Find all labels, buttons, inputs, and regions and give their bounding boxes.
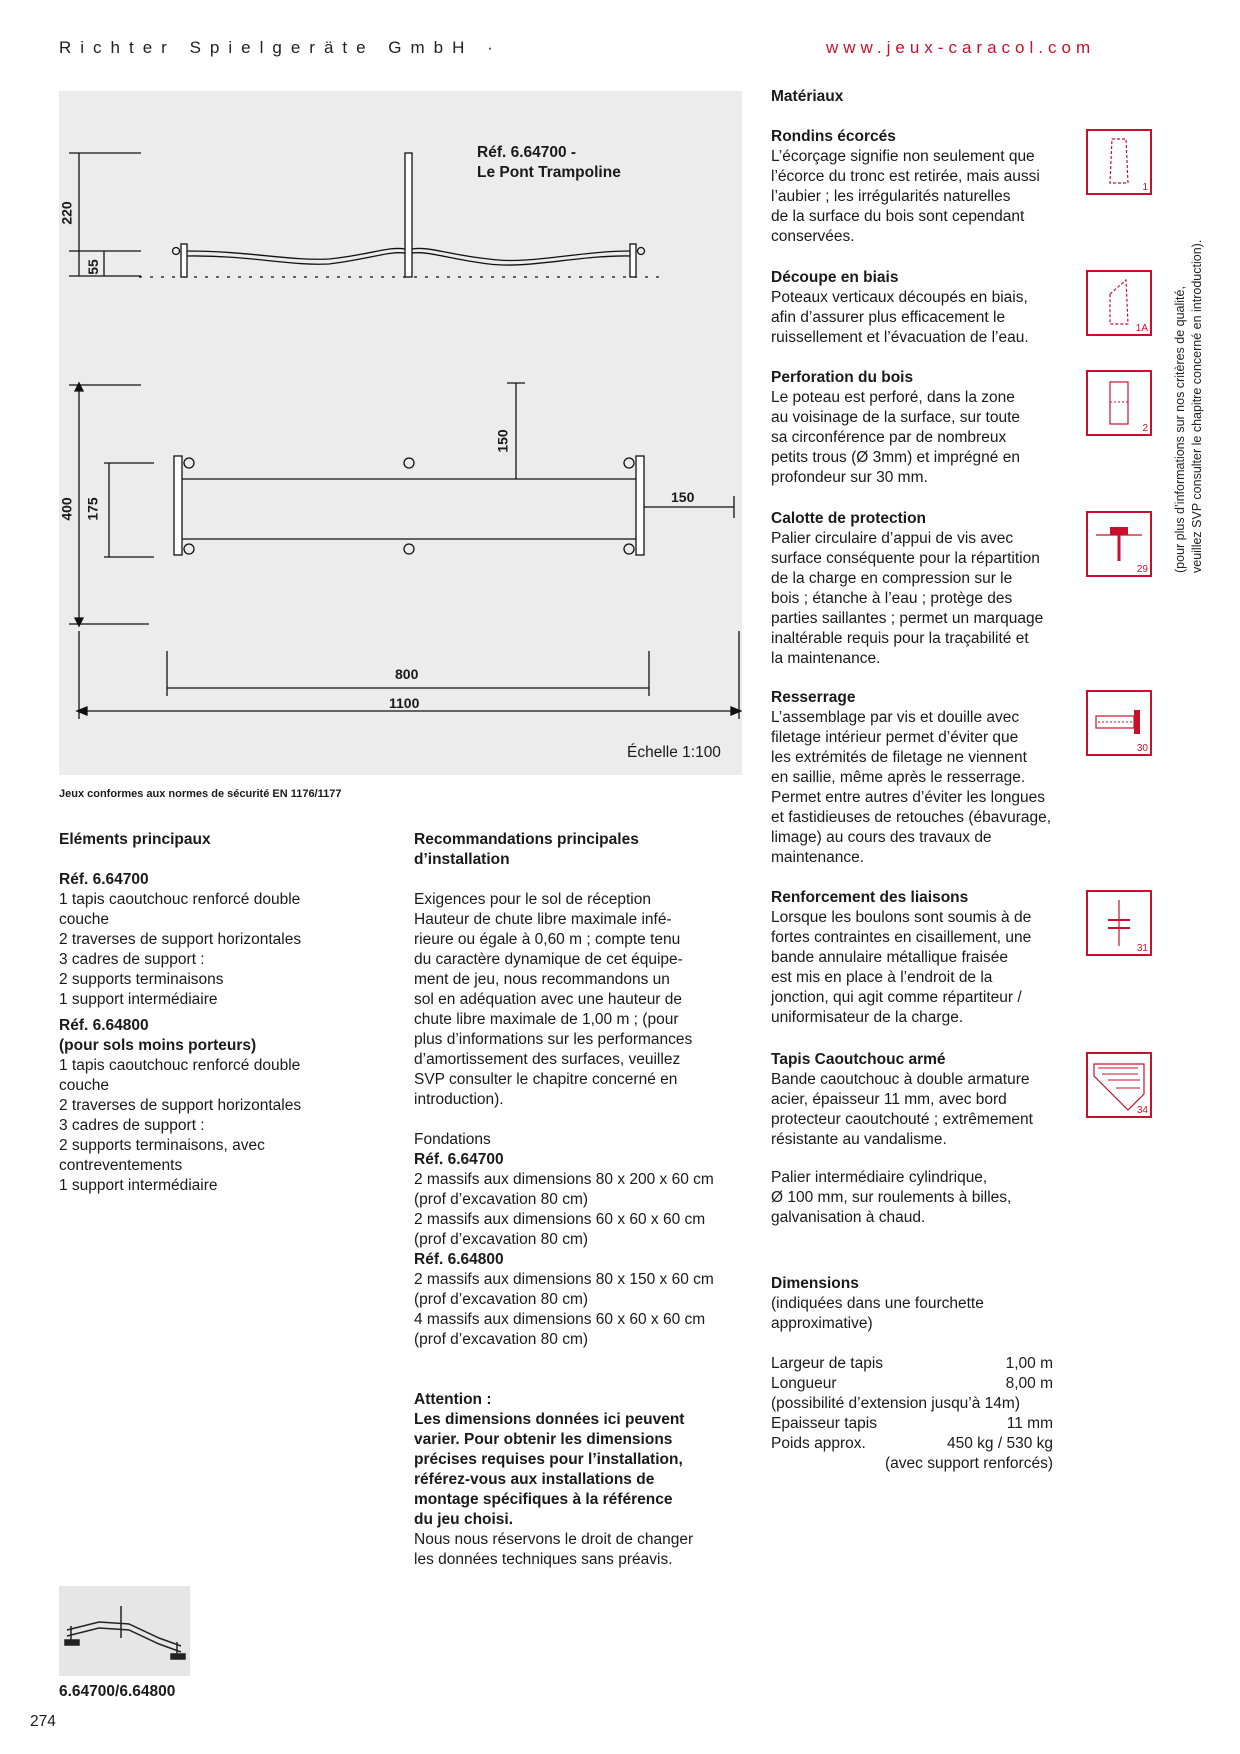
material-item	[771, 368, 1091, 488]
dimension-value: 8,00 m	[1005, 1375, 1053, 1392]
install-ref2: Réf. 6.64800	[414, 1251, 504, 1268]
dimensions-title: Dimensions	[771, 1275, 859, 1292]
dimension-row	[771, 1414, 1053, 1434]
bridge-thumbnail-icon	[59, 1586, 190, 1676]
drawing-scale: Échelle 1:100	[627, 744, 721, 761]
material-num: 29	[1136, 564, 1148, 575]
material-text: Palier circulaire d’appui de vis avec surface conséquente pour la répartition de la charge en compression sur le bois ; étanche à l’eau ; protège des parties saillantes ; permet un marquage inaltérable requis pour la traçabilité et la maintenance.	[771, 530, 1044, 667]
material-text: Le poteau est perforé, dans la zone au voisinage de la surface, sur toute sa circonférence par de nombreux petits trous (Ø 3mm) et imprégné en profondeur sur 30 mm.	[771, 389, 1021, 486]
material-icon-2	[1086, 370, 1152, 436]
install-title: Recommandations principales d’installation	[414, 831, 639, 868]
drawing-ref-line2: Le Pont Trampoline	[477, 164, 621, 181]
install-text: Exigences pour le sol de réception Hauteur de chute libre maximale infé- rieure ou égale à 0,60 m ; compte tenu du caractère dynamique de cet équipe- ment de jeu, nous recommandons un sol en adéquation avec une hauteur de chute libre maximale de 1,00 m ; (pour plus d’informations sur les performances d’amortissement des surfaces, veuillez SVP consulter le chapitre concerné en introduction).	[414, 891, 693, 1108]
material-item	[771, 127, 1091, 247]
material-title: Perforation du bois	[771, 369, 914, 386]
dimension-value: 1,00 m	[1005, 1355, 1053, 1372]
dimension-label: Epaisseur tapis	[771, 1415, 877, 1432]
dim-800: 800	[395, 666, 419, 682]
elements-ref1-items: 1 tapis caoutchouc renforcé double couche 2 traverses de support horizontales 3 cadres de support : 2 supports terminaisons 1 support intermédiaire	[59, 891, 302, 1008]
elements-ref2-sub: (pour sols moins porteurs)	[59, 1037, 257, 1054]
norms-note: Jeux conformes aux normes de sécurité EN 1176/1177	[59, 788, 342, 800]
debarked-log-icon	[1088, 131, 1150, 193]
technical-drawing	[59, 91, 742, 775]
material-num: 30	[1136, 743, 1148, 754]
material-text: Poteaux verticaux découpés en biais, afin d’assurer plus efficacement le ruissellement et l’évacuation de l’eau.	[771, 289, 1029, 346]
dimension-note: (avec support renforcés)	[885, 1455, 1053, 1472]
attention-text: Nous nous réservons le droit de changer les données techniques sans préavis.	[414, 1531, 694, 1568]
material-num: 2	[1142, 423, 1148, 434]
dim-150-horizontal: 150	[671, 489, 695, 505]
website-url[interactable]: www.jeux-caracol.com	[826, 38, 1096, 57]
dimensions-subtitle: (indiquées dans une fourchette approximative)	[771, 1295, 984, 1332]
material-item	[771, 509, 1091, 669]
page-number: 274	[30, 1713, 56, 1730]
material-icon-34	[1086, 1052, 1152, 1118]
drawing-ref-line1: Réf. 6.64700 -	[477, 144, 577, 161]
material-num: 1	[1142, 182, 1148, 193]
side-note	[1172, 240, 1206, 573]
material-icon-1a	[1086, 270, 1152, 336]
dimensions-section	[771, 1274, 1051, 1474]
dim-400: 400	[58, 497, 75, 521]
material-icon-1	[1086, 129, 1152, 195]
install-ref1: Réf. 6.64700	[414, 1151, 504, 1168]
material-text: L’écorçage signifie non seulement que l’écorce du tronc est retirée, mais aussi l’aubier ; les irrégularités naturelles de la surface du bois sont cependant conservées.	[771, 148, 1040, 245]
elements-ref1: Réf. 6.64700	[59, 871, 149, 888]
material-icon-31	[1086, 890, 1152, 956]
dimension-row	[771, 1434, 1053, 1454]
bearing-note: Palier intermédiaire cylindrique, Ø 100 mm, sur roulements à billes, galvanisation à chaud.	[771, 1169, 1012, 1226]
elements-ref2-items: 1 tapis caoutchouc renforcé double couche 2 traverses de support horizontales 3 cadres de support : 2 supports terminaisons, avec contreventements 1 support intermédiaire	[59, 1057, 302, 1194]
material-title: Rondins écorcés	[771, 128, 896, 145]
dimension-label: Longueur	[771, 1375, 837, 1392]
elements-title: Eléments principaux	[59, 831, 211, 848]
material-icon-29	[1086, 511, 1152, 577]
dim-220: 220	[58, 201, 75, 225]
elements-ref2: Réf. 6.64800	[59, 1017, 149, 1034]
dimension-row	[771, 1354, 1053, 1374]
material-title: Renforcement des liaisons	[771, 889, 969, 906]
install-ref2-text: 2 massifs aux dimensions 80 x 150 x 60 cm (prof d’excavation 80 cm) 4 massifs aux dimensions 60 x 60 x 60 cm (prof d’excavation 80 cm)	[414, 1271, 714, 1348]
dimension-value: 11 mm	[1006, 1415, 1053, 1432]
material-title: Tapis Caoutchouc armé	[771, 1051, 946, 1068]
dimension-label: Largeur de tapis	[771, 1355, 884, 1372]
material-title: Découpe en biais	[771, 269, 899, 286]
dimension-extension: (possibilité d’extension jusqu’à 14m)	[771, 1395, 1020, 1412]
material-item	[771, 888, 1091, 1028]
install-fondations: Fondations	[414, 1131, 491, 1148]
installation-section	[414, 830, 744, 1570]
dim-175: 175	[84, 497, 101, 521]
material-num: 31	[1136, 943, 1148, 954]
dimension-row	[771, 1374, 1053, 1394]
dim-55: 55	[84, 259, 101, 275]
material-title: Calotte de protection	[771, 510, 927, 527]
material-item	[771, 688, 1091, 868]
product-thumbnail	[59, 1586, 190, 1676]
dimension-value: 450 kg / 530 kg	[947, 1435, 1053, 1452]
install-ref1-text: 2 massifs aux dimensions 80 x 200 x 60 cm (prof d’excavation 80 cm) 2 massifs aux dimensions 60 x 60 x 60 cm (prof d’excavation 80 cm)	[414, 1171, 714, 1248]
side-note-line2: veuillez SVP consulter le chapitre concerné en introduction).	[1190, 239, 1204, 573]
dimension-label: Poids approx.	[771, 1435, 866, 1452]
perforated-post-icon	[1088, 372, 1150, 434]
material-num: 34	[1136, 1105, 1148, 1116]
company-name: Richter Spielgeräte GmbH ·	[59, 38, 502, 57]
material-title: Resserrage	[771, 689, 856, 706]
attention-warning: Attention : Les dimensions données ici peuvent varier. Pour obtenir les dimensions précises requises pour l’installation, référez-vous aux installations de montage spécifiques à la référence du jeu choisi.	[414, 1391, 685, 1528]
material-text: Lorsque les boulons sont soumis à de fortes contraintes en cisaillement, une bande annulaire métallique fraisée est mis en place à l’endroit de la jonction, qui agit comme répartiteur / uniformisateur de la charge.	[771, 909, 1032, 1026]
material-item	[771, 268, 1091, 348]
dim-150-vertical: 150	[494, 429, 511, 453]
thumbnail-caption: 6.64700/6.64800	[59, 1683, 176, 1700]
material-text: Bande caoutchouc à double armature acier, épaisseur 11 mm, avec bord protecteur caoutchouté ; extrêmement résistante au vandalisme.	[771, 1071, 1033, 1148]
material-num: 1A	[1135, 323, 1148, 334]
side-note-line1: (pour plus d’informations sur nos critères de qualité,	[1173, 286, 1187, 573]
material-item	[771, 1050, 1091, 1150]
material-icon-30	[1086, 690, 1152, 756]
material-text: L’assemblage par vis et douille avec filetage intérieur permet d’éviter que les extrémités de filetage ne viennent en saillie, même après le resserrage. Permet entre autres d’éviter les longues et fastidieuses de retouches (ébavurage, limage) au cours des travaux de maintenance.	[771, 709, 1052, 866]
main-elements-section	[59, 830, 379, 1196]
materials-title: Matériaux	[771, 88, 844, 105]
dim-1100: 1100	[389, 695, 420, 711]
